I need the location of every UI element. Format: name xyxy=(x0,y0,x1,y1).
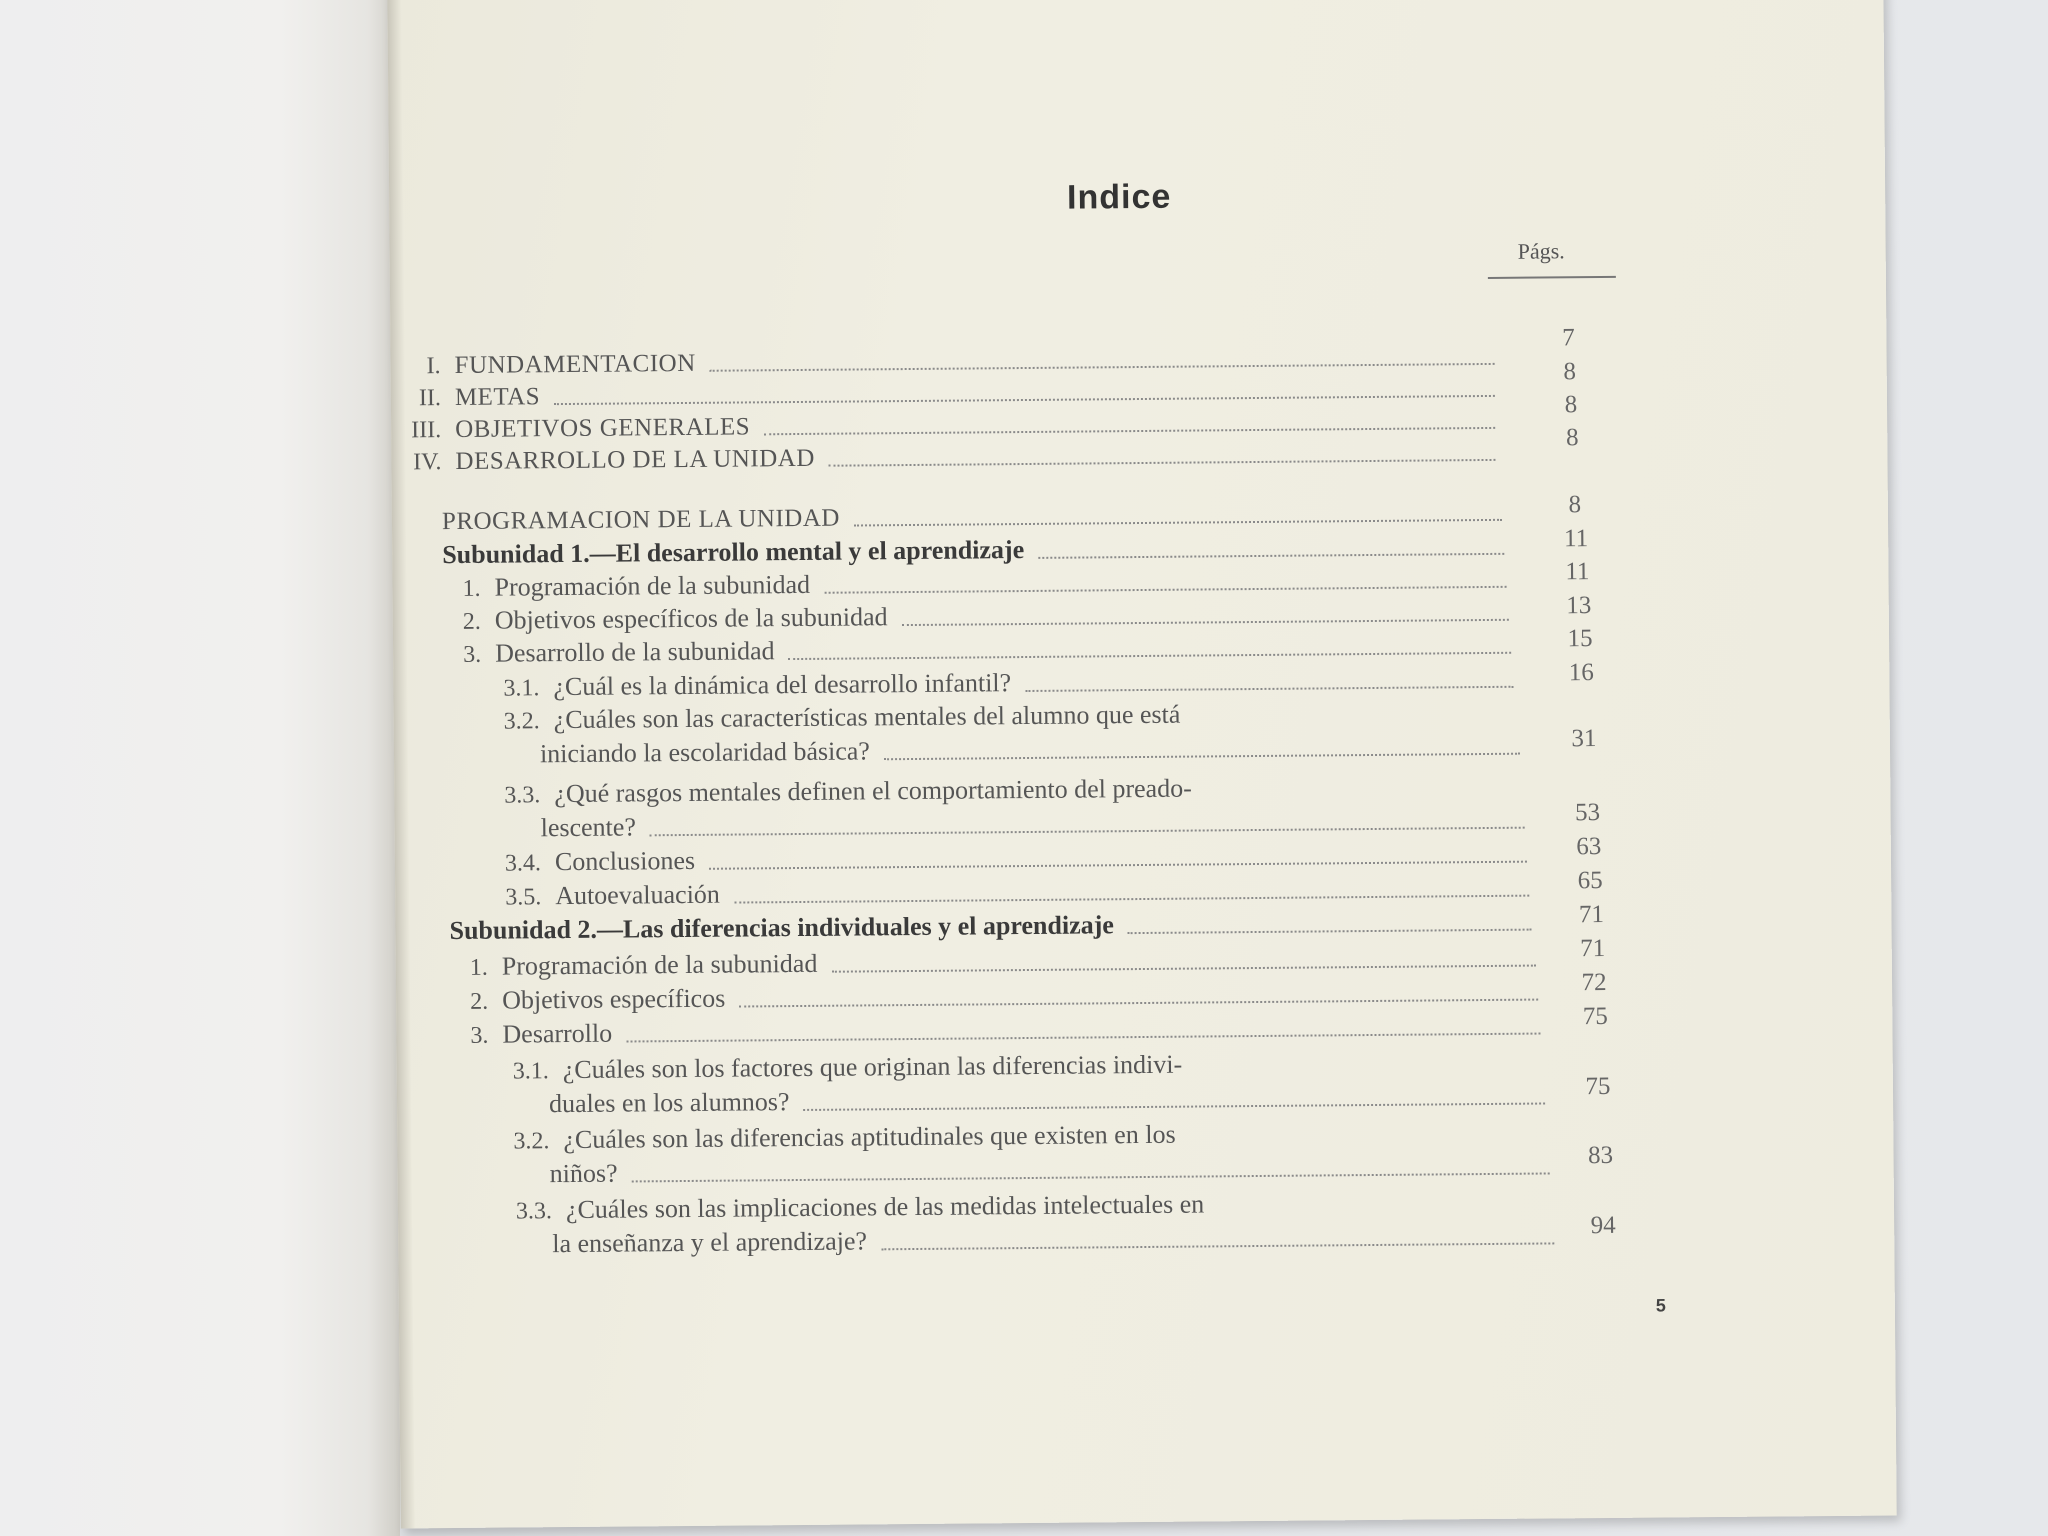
page-number: 11 xyxy=(1565,558,1590,586)
entry-number: 3.2. xyxy=(513,1128,550,1155)
dot-leader xyxy=(734,895,1529,904)
entry-label: ¿Cuál es la dinámica del desarrollo infantil? xyxy=(553,668,1012,702)
page-content xyxy=(387,0,1896,1528)
dot-leader xyxy=(902,619,1509,626)
dot-leader xyxy=(804,1102,1546,1110)
entry-number: II. xyxy=(418,385,442,412)
entry-number: III. xyxy=(411,417,442,444)
page-number: 94 xyxy=(1590,1211,1616,1240)
entry-label: Subunidad 2.—Las diferencias individuales y el aprendizaje xyxy=(449,910,1115,946)
entry-number: 3.1. xyxy=(512,1058,549,1085)
entry-label: lescente? xyxy=(540,812,637,843)
entry-label: DESARROLLO DE LA UNIDAD xyxy=(455,444,815,475)
page-number: 7 xyxy=(1562,324,1575,352)
dot-leader xyxy=(789,652,1512,660)
page-number: 83 xyxy=(1587,1141,1614,1170)
page-number: 72 xyxy=(1581,968,1607,997)
page-title: Indice xyxy=(1066,177,1172,217)
page-number: 13 xyxy=(1566,592,1592,620)
page-number: 31 xyxy=(1571,725,1597,753)
dot-leader xyxy=(831,965,1535,973)
entry-label: FUNDAMENTACION xyxy=(454,349,696,379)
entry-number: 2. xyxy=(462,608,481,635)
entry-label: Desarrollo de la subunidad xyxy=(494,636,775,668)
entry-number: 3.3. xyxy=(504,782,541,809)
page-number: 8 xyxy=(1565,424,1579,452)
dot-leader xyxy=(854,519,1502,527)
entry-label: Subunidad 1.—El desarrollo mental y el aprendizaje xyxy=(442,535,1025,570)
toc-entry xyxy=(540,727,1520,770)
entry-label: METAS xyxy=(454,383,541,411)
entry-number: 3.2. xyxy=(503,708,540,735)
entry-label: OBJETIVOS GENERALES xyxy=(455,413,751,443)
page-folio-number: 5 xyxy=(1655,1295,1666,1316)
entry-label: iniciando la escolaridad básica? xyxy=(539,736,871,769)
page-number: 16 xyxy=(1568,659,1594,687)
pages-column-header: Págs. xyxy=(1517,238,1565,264)
dot-leader xyxy=(1128,929,1532,935)
dot-leader xyxy=(709,861,1527,870)
entry-label: Programación de la subunidad xyxy=(501,948,818,981)
entry-label: PROGRAMACION DE LA UNIDAD xyxy=(441,504,841,536)
dot-leader xyxy=(1038,553,1504,559)
page-number: 11 xyxy=(1563,525,1589,553)
entry-number: 3.3. xyxy=(515,1198,553,1225)
dot-leader xyxy=(739,999,1538,1008)
entry-number: 3.4. xyxy=(504,850,542,877)
left-page xyxy=(0,0,400,1536)
entry-label: Objetivos específicos xyxy=(502,983,726,1015)
dot-leader xyxy=(626,1033,1540,1043)
entry-label: Conclusiones xyxy=(554,845,696,877)
entry-label: duales en los alumnos? xyxy=(548,1087,790,1119)
entry-number: 1. xyxy=(462,575,481,602)
page-number: 15 xyxy=(1567,625,1593,653)
entry-label: la enseñanza y el aprendizaje? xyxy=(552,1226,868,1259)
entry-number: 3.5. xyxy=(505,884,542,911)
entry-number: 2. xyxy=(470,988,489,1015)
entry-label: ¿Qué rasgos mentales definen el comportamiento del preado- xyxy=(554,773,1192,809)
entry-label: ¿Cuáles son las diferencias aptitudinales que existen en los xyxy=(563,1119,1176,1155)
entry-label: ¿Cuáles son los factores que originan las diferencias indivi- xyxy=(562,1049,1183,1085)
page-number: 71 xyxy=(1578,900,1605,929)
entry-number: 3. xyxy=(470,1022,489,1049)
entry-label: ¿Cuáles son las características mentales del alumno que está xyxy=(553,699,1181,735)
page-number: 8 xyxy=(1563,358,1577,386)
entry-label: ¿Cuáles son las implicaciones de las medidas intelectuales en xyxy=(565,1189,1205,1225)
dot-leader xyxy=(829,459,1496,467)
entry-label: Programación de la subunidad xyxy=(494,569,811,602)
dot-leader xyxy=(884,753,1520,761)
toc-entry xyxy=(549,1076,1545,1119)
entry-label: Desarrollo xyxy=(502,1018,613,1049)
dot-leader xyxy=(824,586,1506,594)
entry-number: 3. xyxy=(463,641,482,668)
dot-leader xyxy=(881,1242,1554,1250)
page-number: 65 xyxy=(1577,866,1603,895)
dot-leader xyxy=(1025,686,1513,692)
page-number: 71 xyxy=(1580,934,1606,963)
book-page xyxy=(387,0,1896,1528)
entry-number: IV. xyxy=(413,449,442,476)
dot-leader xyxy=(632,1172,1550,1182)
entry-label: Objetivos específicos de la subunidad xyxy=(494,602,888,635)
page-number: 8 xyxy=(1564,391,1578,419)
entry-label: niños? xyxy=(549,1158,618,1189)
page-number: 8 xyxy=(1568,491,1582,519)
page-number: 75 xyxy=(1582,1002,1608,1031)
entry-number: I. xyxy=(426,353,441,380)
header-rule xyxy=(1488,276,1616,279)
page-number: 63 xyxy=(1576,832,1602,861)
entry-number: 1. xyxy=(469,954,488,981)
page-number: 53 xyxy=(1574,799,1601,827)
page-number: 75 xyxy=(1585,1072,1611,1101)
entry-number: 3.1. xyxy=(503,675,540,702)
entry-label: Autoevaluación xyxy=(555,879,720,911)
